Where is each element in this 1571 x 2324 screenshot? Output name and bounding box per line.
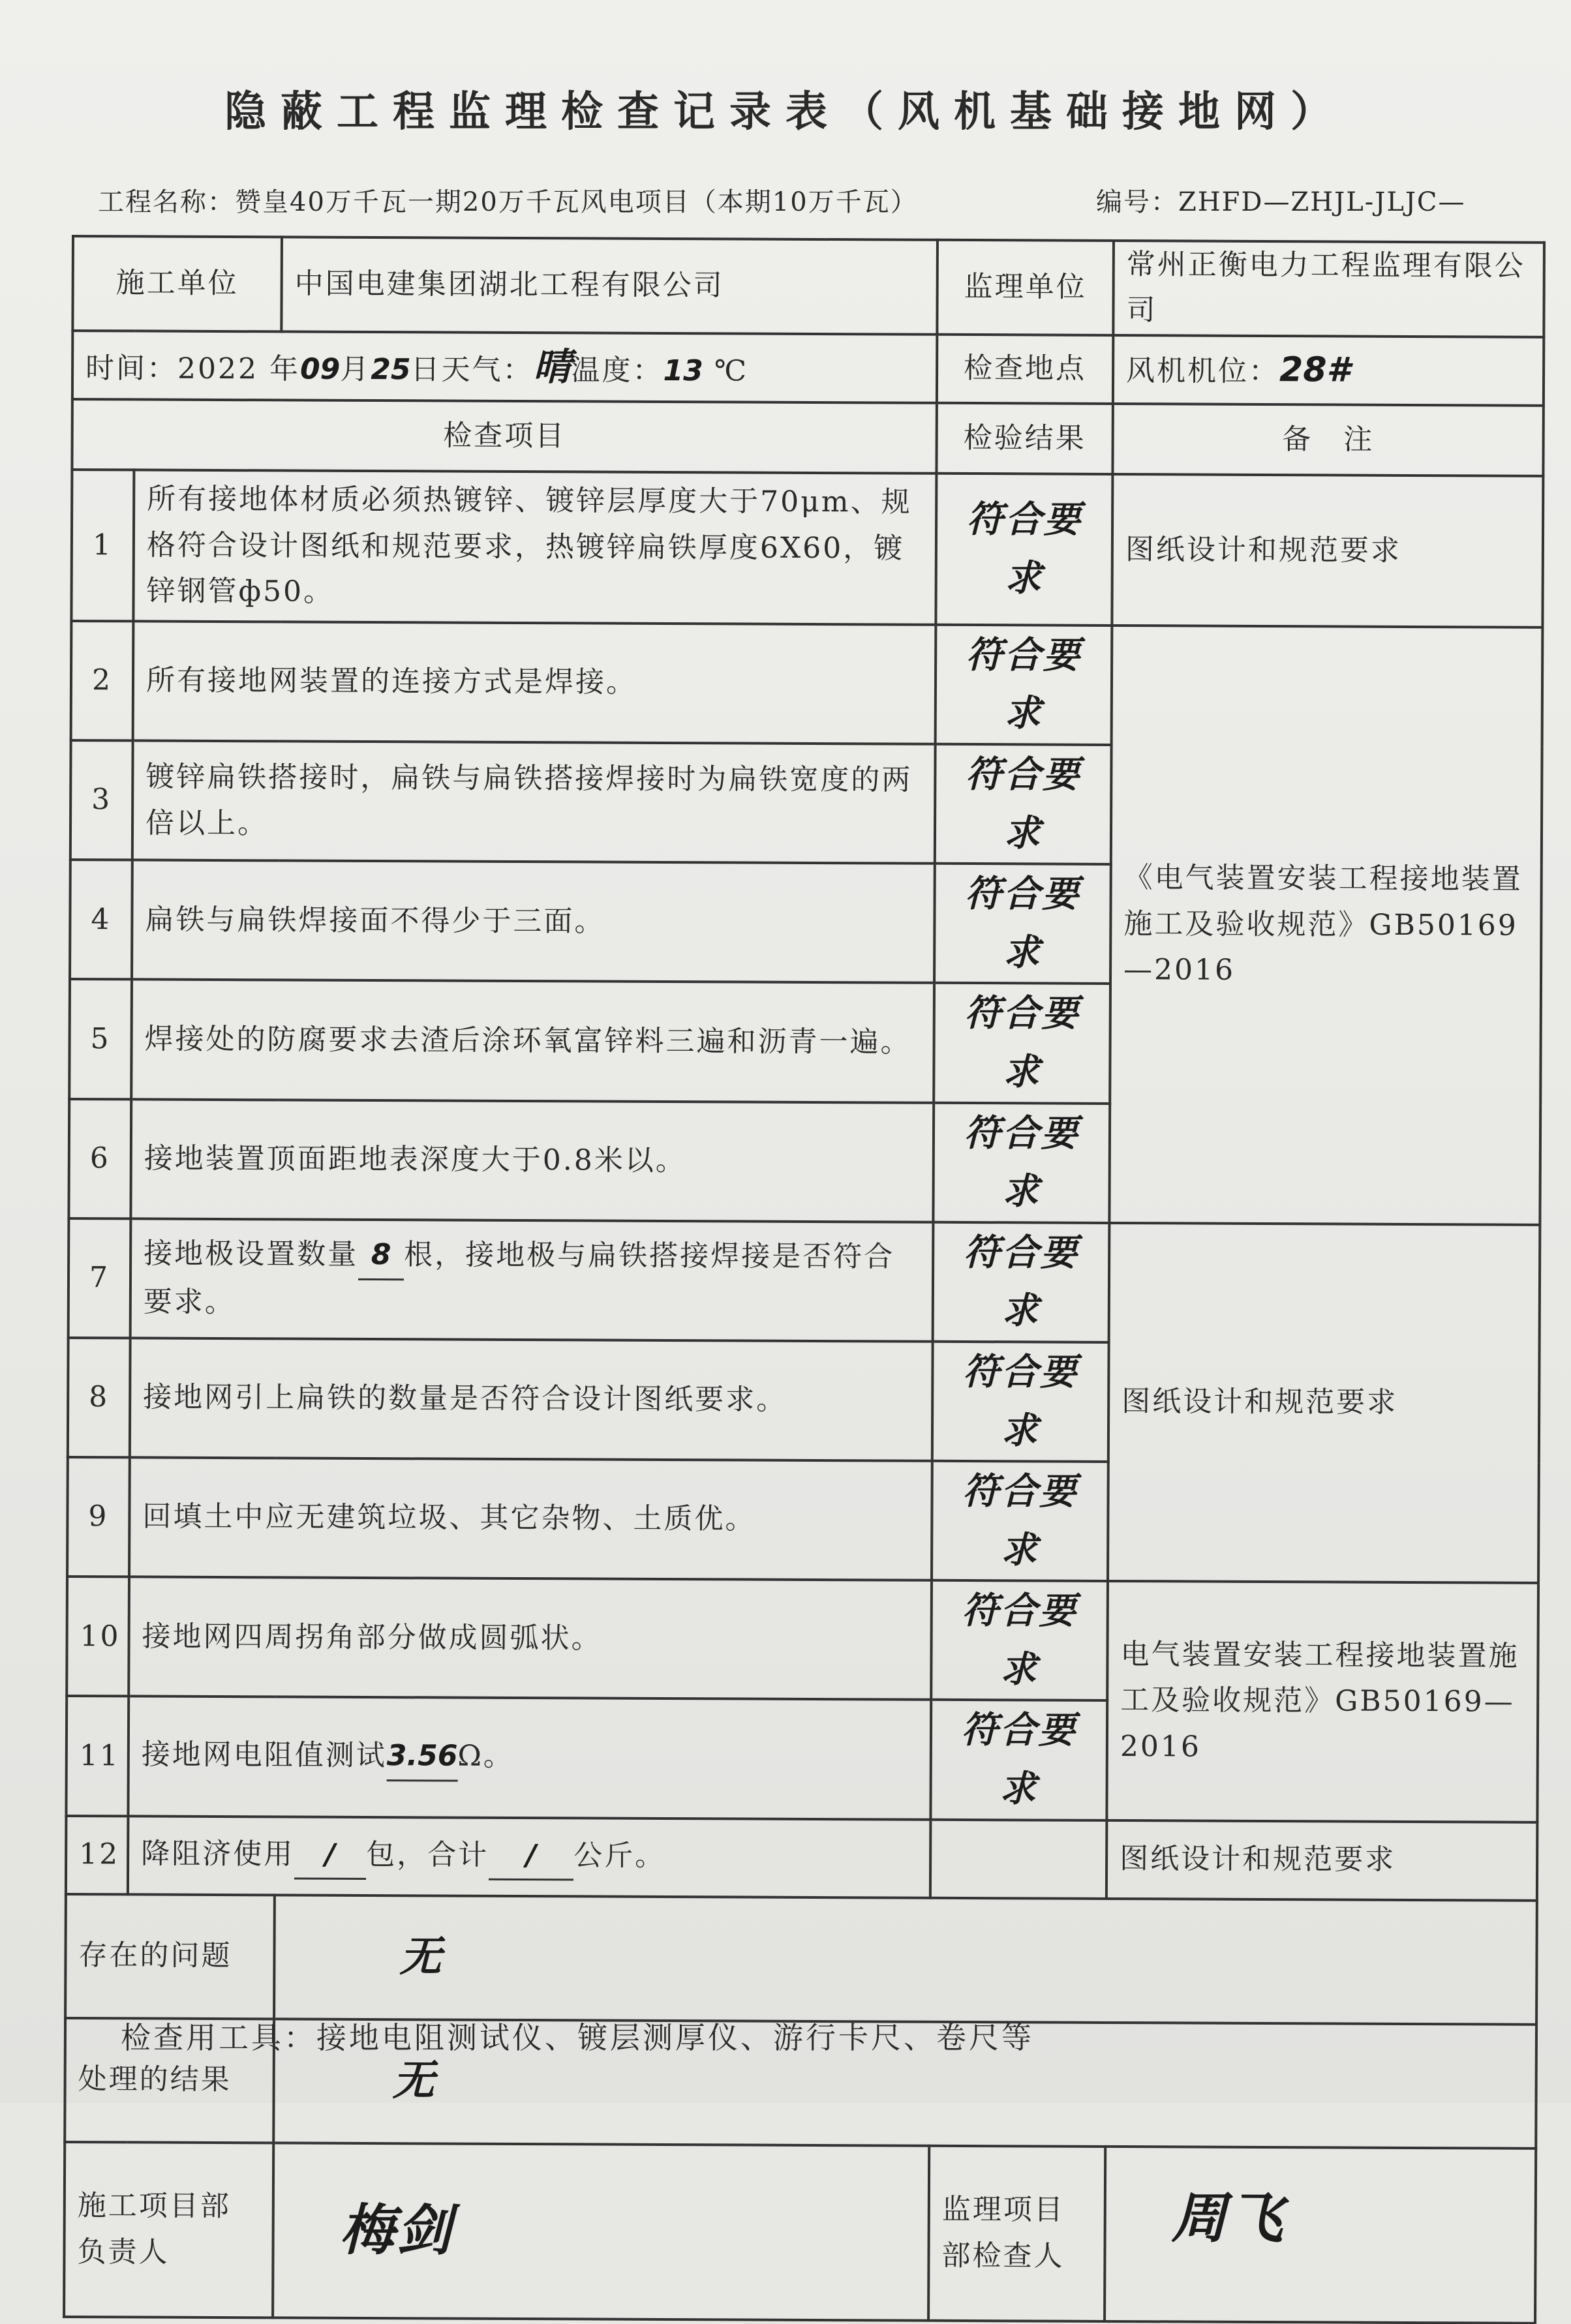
table-row bbox=[69, 1218, 1540, 1344]
position-cell bbox=[1113, 335, 1544, 406]
item-number: 8 bbox=[68, 1338, 130, 1458]
project-name-line bbox=[98, 181, 918, 219]
item-text: 接地网四周拐角部分做成圆弧状。 bbox=[129, 1577, 932, 1700]
supervision-unit-value: 常州正衡电力工程监理有限公司 bbox=[1113, 241, 1544, 337]
item-text: 接地装置顶面距地表深度大于0.8米以。 bbox=[130, 1099, 934, 1222]
inspection-table bbox=[63, 235, 1546, 2324]
item-result: 符合要求 bbox=[935, 744, 1112, 864]
item-text bbox=[128, 1816, 931, 1897]
remark-cell: 图纸设计和规范要求 bbox=[1108, 1223, 1540, 1583]
remark-cell: 图纸设计和规范要求 bbox=[1106, 1820, 1538, 1901]
item-result: 符合要求 bbox=[930, 1700, 1107, 1820]
month-value: 09 bbox=[299, 352, 341, 386]
item-text: 接地网引上扁铁的数量是否符合设计图纸要求。 bbox=[130, 1338, 933, 1461]
item-text: 焊接处的防腐要求去渣后涂环氧富锌料三遍和沥青一遍。 bbox=[131, 980, 934, 1103]
header-row-units bbox=[72, 236, 1544, 337]
problems-value: 无 bbox=[274, 1895, 1537, 2024]
month-unit: 月 bbox=[340, 352, 371, 386]
item-number: 4 bbox=[70, 860, 132, 980]
table-row bbox=[71, 621, 1543, 747]
item-result: 符合要求 bbox=[934, 983, 1110, 1103]
item-text-part: 根，接地极与扁铁搭接焊接是否符合要求。 bbox=[143, 1238, 895, 1319]
item-number: 5 bbox=[69, 979, 132, 1099]
temperature-value: 13 bbox=[663, 354, 703, 388]
position-label: 风机机位： bbox=[1125, 354, 1280, 388]
item-result: 符合要求 bbox=[933, 1102, 1110, 1222]
temperature-unit: ℃ bbox=[714, 354, 749, 388]
table-row bbox=[67, 1577, 1538, 1702]
item-text: 所有接地网装置的连接方式是焊接。 bbox=[133, 621, 936, 744]
fill-in-value: 8 bbox=[358, 1232, 404, 1280]
item-text-part: 接地网电阻值测试 bbox=[141, 1738, 387, 1773]
handling-value: 无 bbox=[273, 2019, 1536, 2148]
item-result: 符合要求 bbox=[932, 1342, 1109, 1462]
supervision-inspector-signature: 周飞 bbox=[1105, 2147, 1536, 2323]
construction-manager-signature: 梅剑 bbox=[273, 2143, 929, 2320]
construction-unit-value: 中国电建集团湖北工程有限公司 bbox=[281, 237, 938, 334]
item-result bbox=[930, 1819, 1107, 1898]
item-number: 12 bbox=[66, 1816, 129, 1894]
weather-value: 晴 bbox=[533, 344, 572, 389]
fill-in-value: / bbox=[294, 1832, 366, 1880]
document-number-value: ZHFD—ZHJL-JLJC— bbox=[1178, 187, 1466, 217]
handling-label: 处理的结果 bbox=[65, 2018, 274, 2143]
item-text-part: 包，合计 bbox=[366, 1837, 489, 1872]
table-row bbox=[66, 1816, 1538, 1901]
item-number: 2 bbox=[71, 621, 134, 741]
document-number-line bbox=[1096, 181, 1466, 219]
fill-in-value: 3.56 bbox=[387, 1733, 458, 1781]
column-header-row bbox=[72, 399, 1543, 476]
problems-row bbox=[65, 1894, 1537, 2025]
remark-cell: 电气装置安装工程接地装置施工及验收规范》GB50169—2016 bbox=[1106, 1581, 1538, 1822]
supervision-unit-label: 监理单位 bbox=[937, 240, 1114, 335]
time-weather-cell bbox=[72, 331, 937, 403]
item-text: 镀锌扁铁搭接时，扁铁与扁铁搭接焊接时为扁铁宽度的两倍以上。 bbox=[132, 740, 936, 864]
problems-label: 存在的问题 bbox=[65, 1894, 275, 2019]
document-number-label: 编号： bbox=[1096, 187, 1178, 217]
document-title: 隐蔽工程监理检查记录表（风机基础接地网） bbox=[224, 87, 1347, 136]
remark-cell: 《电气装置安装工程接地装置施工及验收规范》GB50169—2016 bbox=[1109, 626, 1542, 1225]
item-text: 所有接地体材质必须热镀锌、镀锌层厚度大于70μm、规格符合设计图纸和规范要求，热镀锌扁铁厚度6X60，镀锌钢管ф50。 bbox=[133, 470, 936, 624]
item-number: 11 bbox=[66, 1696, 129, 1816]
time-label: 时间：2022 年 bbox=[85, 351, 301, 386]
signature-row bbox=[64, 2142, 1536, 2323]
weather-label: 日天气： bbox=[410, 353, 534, 387]
project-name-value: 赞皇40万千瓦一期20万千瓦风电项目（本期10万千瓦） bbox=[235, 187, 918, 217]
temperature-label: 温度： bbox=[571, 354, 663, 387]
item-number: 1 bbox=[71, 470, 134, 621]
column-header-item: 检查项目 bbox=[72, 399, 936, 474]
column-header-remark: 备 注 bbox=[1112, 404, 1543, 476]
position-value: 28# bbox=[1279, 350, 1350, 390]
column-header-result: 检验结果 bbox=[936, 403, 1112, 474]
item-text-part: 接地极设置数量 bbox=[144, 1237, 359, 1272]
item-number: 10 bbox=[67, 1577, 129, 1697]
location-label: 检查地点 bbox=[937, 335, 1113, 404]
item-result: 符合要求 bbox=[931, 1580, 1108, 1700]
item-number: 6 bbox=[69, 1099, 131, 1219]
item-result: 符合要求 bbox=[932, 1461, 1108, 1581]
supervision-inspector-label: 监理项目部检查人 bbox=[928, 2145, 1105, 2321]
item-text-part: Ω。 bbox=[457, 1739, 514, 1773]
table-row bbox=[71, 470, 1543, 627]
item-number: 9 bbox=[67, 1457, 130, 1577]
item-text-part: 降阻济使用 bbox=[141, 1837, 295, 1871]
item-result: 符合要求 bbox=[936, 474, 1112, 626]
item-number: 7 bbox=[69, 1218, 131, 1338]
item-text: 回填土中应无建筑垃圾、其它杂物、土质优。 bbox=[129, 1457, 932, 1580]
item-result: 符合要求 bbox=[936, 625, 1112, 745]
item-number: 3 bbox=[70, 740, 133, 860]
item-text bbox=[128, 1697, 931, 1820]
item-text: 扁铁与扁铁焊接面不得少于三面。 bbox=[132, 860, 935, 984]
inspection-tools-note: 检查用工具：接地电阻测试仪、镀层测厚仪、游行卡尺、卷尺等 bbox=[121, 2020, 1034, 2055]
item-result: 符合要求 bbox=[933, 1222, 1110, 1342]
construction-manager-label: 施工项目部负责人 bbox=[64, 2142, 273, 2317]
item-text-part: 公斤。 bbox=[573, 1839, 666, 1873]
header-row-time bbox=[72, 331, 1544, 406]
fill-in-value: / bbox=[489, 1833, 573, 1881]
construction-unit-label: 施工单位 bbox=[72, 236, 282, 331]
project-name-label: 工程名称： bbox=[98, 187, 235, 217]
remark-cell: 图纸设计和规范要求 bbox=[1112, 474, 1543, 627]
item-text bbox=[130, 1218, 934, 1342]
item-result: 符合要求 bbox=[934, 864, 1111, 984]
day-value: 25 bbox=[371, 352, 411, 387]
